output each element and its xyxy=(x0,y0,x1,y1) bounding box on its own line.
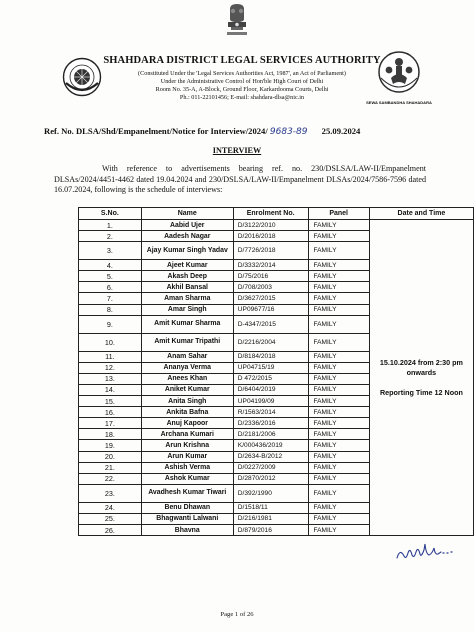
cell-enrolment: D/1518/11 xyxy=(233,502,308,513)
organization-name: SHAHDARA DISTRICT LEGAL SERVICES AUTHORITY xyxy=(103,55,381,66)
cell-name: Ananya Verma xyxy=(141,362,233,373)
cell-enrolment: D/6404/2019 xyxy=(233,384,308,395)
cell-sno: 24. xyxy=(79,502,142,513)
cell-panel: FAMILY xyxy=(308,396,369,407)
cell-panel: FAMILY xyxy=(308,315,369,333)
cell-panel: FAMILY xyxy=(308,231,369,242)
cell-name: Anees Khan xyxy=(141,373,233,384)
cell-name: Aniket Kumar xyxy=(141,384,233,395)
cell-panel: FAMILY xyxy=(308,220,369,231)
cell-enrolment: D-4347/2015 xyxy=(233,315,308,333)
cell-enrolment: D/2336/2016 xyxy=(233,418,308,429)
cell-sno: 22. xyxy=(79,473,142,484)
cell-panel: FAMILY xyxy=(308,260,369,271)
cell-name: Ajeet Kumar xyxy=(141,260,233,271)
reference-date: 25.09.2024 xyxy=(321,126,361,136)
interview-date-time: 15.10.2024 from 2:30 pm onwards xyxy=(379,357,463,377)
cell-enrolment: D/3332/2014 xyxy=(233,260,308,271)
cell-panel: FAMILY xyxy=(308,484,369,502)
cell-name: Bhagwanti Lalwani xyxy=(141,513,233,524)
cell-enrolment: D 472/2015 xyxy=(233,373,308,384)
cell-sno: 5. xyxy=(79,271,142,282)
cell-sno: 16. xyxy=(79,407,142,418)
cell-panel: FAMILY xyxy=(308,333,369,351)
cell-sno: 25. xyxy=(79,513,142,524)
handwritten-signature xyxy=(394,540,456,564)
cell-sno: 21. xyxy=(79,462,142,473)
column-header-date-time: Date and Time xyxy=(369,208,473,220)
cell-sno: 15. xyxy=(79,396,142,407)
cell-enrolment: D/8184/2018 xyxy=(233,351,308,362)
cell-name: Amit Kumar Tripathi xyxy=(141,333,233,351)
cell-panel: FAMILY xyxy=(308,440,369,451)
header-line-3: Room No. 35-A, A-Block, Ground Floor, Karkardooma Courts, Delhi xyxy=(155,86,329,93)
cell-enrolment: UP04715/19 xyxy=(233,362,308,373)
cell-panel: FAMILY xyxy=(308,513,369,524)
cell-enrolment: D/3122/2010 xyxy=(233,220,308,231)
cell-name: Amit Kumar Sharma xyxy=(141,315,233,333)
cell-sno: 13. xyxy=(79,373,142,384)
cell-name: Benu Dhawan xyxy=(141,502,233,513)
cell-sno: 3. xyxy=(79,242,142,260)
cell-sno: 20. xyxy=(79,451,142,462)
intro-paragraph: With reference to advertisements bearing ref. no. 230/DSLSA/LAW-II/Empanelment DLSAs/2024/4451-4462 dated 19.04.2024 and 230/DSLSA/LAW-II/Empanelment DLSAs/2024/7586-7596 dated 16.07.2024, following is the schedule of interviews: xyxy=(54,164,426,195)
cell-sno: 10. xyxy=(79,333,142,351)
cell-enrolment: UP09677/16 xyxy=(233,304,308,315)
header-line-1: (Constituted Under the 'Legal Services Authorities Act, 1987', an Act of Parliament) xyxy=(138,70,346,77)
cell-name: Bhavna xyxy=(141,524,233,535)
reference-line xyxy=(44,126,360,137)
cell-enrolment: D/7726/2018 xyxy=(233,242,308,260)
cell-enrolment: D/0227/2009 xyxy=(233,462,308,473)
cell-enrolment: R/1563/2014 xyxy=(233,407,308,418)
reference-handwritten-number: 9683-89 xyxy=(269,127,308,137)
cell-name: Amar Singh xyxy=(141,304,233,315)
cell-panel: FAMILY xyxy=(308,304,369,315)
cell-enrolment: D/75/2016 xyxy=(233,271,308,282)
cell-enrolment: D/392/1990 xyxy=(233,484,308,502)
cell-panel: FAMILY xyxy=(308,293,369,304)
cell-sno: 4. xyxy=(79,260,142,271)
interview-schedule-table xyxy=(78,207,474,536)
cell-sno: 9. xyxy=(79,315,142,333)
header-line-2: Under the Administrative Control of Hon'ble High Court of Delhi xyxy=(160,78,324,85)
cell-panel: FAMILY xyxy=(308,407,369,418)
reporting-time: Reporting Time 12 Noon xyxy=(379,387,463,397)
cell-panel: FAMILY xyxy=(308,351,369,362)
cell-sno: 17. xyxy=(79,418,142,429)
cell-name: Anam Sahar xyxy=(141,351,233,362)
cell-sno: 1. xyxy=(79,220,142,231)
cell-panel: FAMILY xyxy=(308,462,369,473)
cell-sno: 12. xyxy=(79,362,142,373)
cell-enrolment: D/3627/2015 xyxy=(233,293,308,304)
cell-name: Aadesh Nagar xyxy=(141,231,233,242)
cell-enrolment: D/2870/2012 xyxy=(233,473,308,484)
table-header-row xyxy=(79,208,474,220)
cell-name: Avadhesh Kumar Tiwari xyxy=(141,484,233,502)
cell-name: Ajay Kumar Singh Yadav xyxy=(141,242,233,260)
column-header-panel: Panel xyxy=(308,208,369,220)
cell-sno: 19. xyxy=(79,440,142,451)
cell-sno: 23. xyxy=(79,484,142,502)
table-body xyxy=(79,220,474,536)
cell-enrolment: K/000436/2019 xyxy=(233,440,308,451)
cell-sno: 7. xyxy=(79,293,142,304)
cell-panel: FAMILY xyxy=(308,473,369,484)
cell-sno: 18. xyxy=(79,429,142,440)
cell-sno: 11. xyxy=(79,351,142,362)
cell-enrolment: UP04199/09 xyxy=(233,396,308,407)
cell-panel: FAMILY xyxy=(308,242,369,260)
column-header-sno: S.No. xyxy=(79,208,142,220)
cell-name: Ashish Verma xyxy=(141,462,233,473)
cell-name: Archana Kumari xyxy=(141,429,233,440)
table-row xyxy=(79,220,474,231)
cell-name: Arun Krishna xyxy=(141,440,233,451)
cell-panel: FAMILY xyxy=(308,271,369,282)
cell-enrolment: D/2216/2004 xyxy=(233,333,308,351)
column-header-enrolment: Enrolment No. xyxy=(233,208,308,220)
cell-enrolment: D/216/1981 xyxy=(233,513,308,524)
cell-panel: FAMILY xyxy=(308,451,369,462)
cell-panel: FAMILY xyxy=(308,502,369,513)
cell-enrolment: D/2634-B/2012 xyxy=(233,451,308,462)
cell-sno: 14. xyxy=(79,384,142,395)
column-header-name: Name xyxy=(141,208,233,220)
cell-name: Ashok Kumar xyxy=(141,473,233,484)
page-number: Page 1 of 26 xyxy=(220,611,254,618)
cell-enrolment: D/2016/2018 xyxy=(233,231,308,242)
cell-panel: FAMILY xyxy=(308,282,369,293)
cell-enrolment: D/708/2003 xyxy=(233,282,308,293)
cell-panel: FAMILY xyxy=(308,384,369,395)
cell-name: Anita Singh xyxy=(141,396,233,407)
cell-panel: FAMILY xyxy=(308,524,369,535)
cell-name: Aabid Ujer xyxy=(141,220,233,231)
cell-panel: FAMILY xyxy=(308,362,369,373)
cell-panel: FAMILY xyxy=(308,418,369,429)
reference-prefix: Ref. No. DLSA/Shd/Empanelment/Notice for Interview/2024/ xyxy=(44,126,268,136)
right-logo-caption: SEWA SAMBANDHA SHAHADARA xyxy=(366,100,432,105)
cell-sno: 2. xyxy=(79,231,142,242)
cell-enrolment: D/879/2016 xyxy=(233,524,308,535)
national-emblem-icon xyxy=(222,3,252,41)
cell-panel: FAMILY xyxy=(308,373,369,384)
cell-name: Akash Deep xyxy=(141,271,233,282)
document-title: INTERVIEW xyxy=(212,146,262,155)
cell-name: Akhil Bansal xyxy=(141,282,233,293)
cell-panel: FAMILY xyxy=(308,429,369,440)
cell-name: Aman Sharma xyxy=(141,293,233,304)
cell-sno: 6. xyxy=(79,282,142,293)
cell-name: Arun Kumar xyxy=(141,451,233,462)
cell-name: Anuj Kapoor xyxy=(141,418,233,429)
cell-sno: 8. xyxy=(79,304,142,315)
cell-sno: 26. xyxy=(79,524,142,535)
header-line-4: Ph.: 011-22101456; E-mail: shahdara-dlsa@nic.in xyxy=(179,94,305,101)
schedule-cell xyxy=(369,220,473,536)
cell-name: Ankita Bafna xyxy=(141,407,233,418)
cell-enrolment: D/2181/2006 xyxy=(233,429,308,440)
